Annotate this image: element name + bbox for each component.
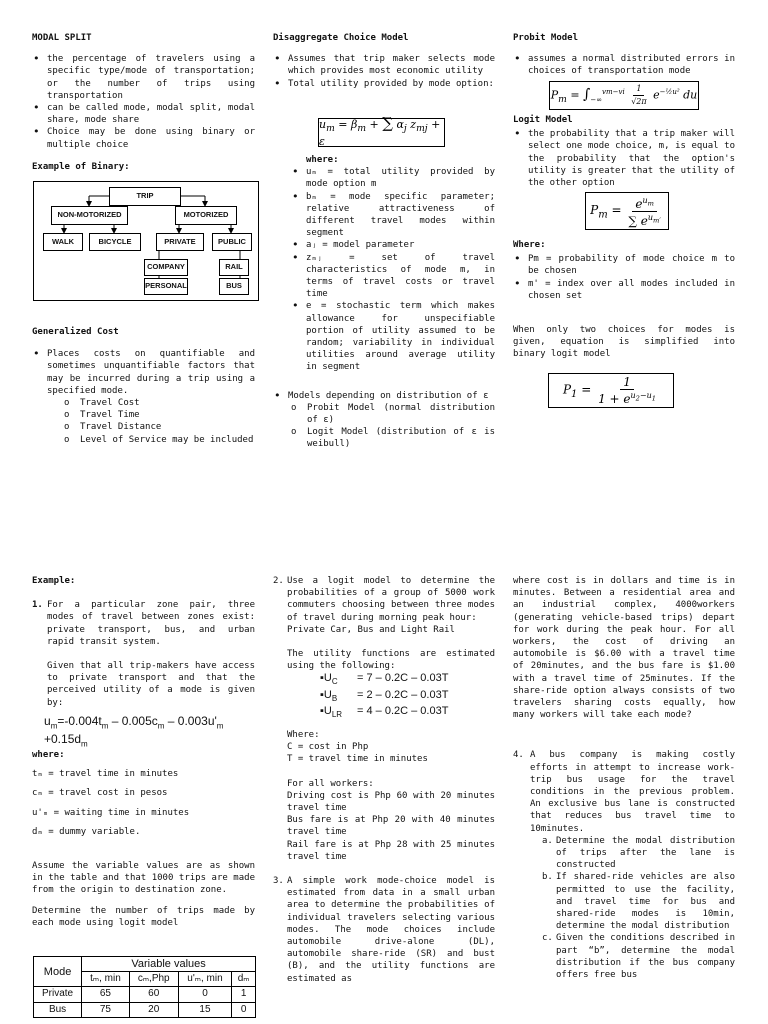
example-4-problem <box>513 749 735 981</box>
definition: tₘ = travel time in minutes <box>32 769 179 780</box>
diagram-box-private: PRIVATE <box>156 233 204 251</box>
disaggregate-choice-section <box>273 32 495 90</box>
table-cell: 0 <box>178 987 232 1002</box>
table-cell: 15 <box>178 1002 232 1017</box>
table-row <box>34 987 256 1002</box>
example-binary-label: Example of Binary: <box>32 161 130 172</box>
for-all-label: For all workers: <box>287 778 374 789</box>
problem-number: 3. <box>273 876 284 887</box>
list-item: • aⱼ = model parameter <box>291 239 495 251</box>
diagram-box-bicycle: BICYCLE <box>89 233 141 251</box>
logit-list <box>513 128 735 189</box>
probit-list <box>513 53 735 77</box>
table-cell: 75 <box>82 1002 130 1017</box>
list-item: o Travel Distance <box>64 421 255 433</box>
example-4-item: b. If shared-ride vehicles are also permitted to use the facility, and travel time for bus and shared-ride modes is 10min, determine the modal distribution <box>542 872 735 932</box>
list-item: • m' = index over all modes included in chosen set <box>513 278 735 302</box>
column-header: Variable values <box>82 957 256 972</box>
diagram-box-company: COMPANY <box>144 259 188 276</box>
problem-text: Use a logit model to determine the probabilities of a group of 5000 work commuters choosing between three modes of travel during morning peak hour: <box>287 576 495 623</box>
problem-text: A bus company is making costly efforts in attempt to increase work-trip bus usage for the travel conditions in the previous problem. An exclusive bus lane is constructed that reduces bus travel time to 10minutes. <box>530 750 735 834</box>
column-header: tₘ, min <box>82 972 130 987</box>
utility-functions <box>287 672 495 721</box>
diagram-box-motorized: MOTORIZED <box>175 206 237 225</box>
table-row <box>34 1002 256 1017</box>
list-item: • Assumes that trip maker selects mode which provides most economic utility <box>273 53 495 77</box>
fact: Rail fare is at Php 28 with 25 minutes travel time <box>287 839 495 862</box>
assumption-text: Assume the variable values are as shown in the table and that 1000 trips are made from the origin to destination zone. <box>32 861 255 896</box>
where-list <box>273 166 495 373</box>
utility-equation: $u_m = \beta_m$ + ∑ $\alpha_j$ $z_{mj} + \varepsilon$ <box>318 118 445 147</box>
models-sublist <box>273 402 495 451</box>
list-item: o Probit Model (normal distribution of ε) <box>291 402 495 426</box>
where-label: where: <box>306 155 339 165</box>
list-item: • Places costs on quantifiable and sometimes unquantifiable factors that may be incurred during a trip using a specified mode. <box>32 348 255 397</box>
list-item: • Pm = probability of mode choice m to be chosen <box>513 253 735 277</box>
binary-logit-note: When only two choices for modes is given, equation is simplified into binary logit model <box>513 325 735 360</box>
example-3-continued <box>513 575 735 981</box>
table-cell: 1 <box>232 987 256 1002</box>
example-1-problem <box>32 599 255 709</box>
list-item: • Choice may be done using binary or multiple choice <box>32 126 255 150</box>
perceived-utility-equation: $u_m=-0.004t_m - 0.005c_m - 0.003u'_m +0.15d_m$ <box>44 714 224 748</box>
diagram-box-non-motorized: NON-MOTORIZED <box>51 206 128 225</box>
definition: cₘ = travel cost in pesos <box>32 788 168 799</box>
utility-function: $▪U_B$ = 2 – 0.2C – 0.03T <box>320 688 449 703</box>
problem-modes: Private Car, Bus and Light Rail <box>287 624 455 635</box>
table-cell: Private <box>34 987 82 1002</box>
example-4-item: c. Given the conditions described in part “b”, determine the modal distribution if the bus company offers free bus <box>542 933 735 981</box>
problem-text: A simple work mode-choice model is estimated from data in a small urban area to determine the probabilities of individual travelers selecting various modes. The mode choices include automobile drive-alone (DL), automobile share-ride (SR) and bust (B), and the utility functions are estimated as <box>287 876 495 984</box>
list-item: o Travel Cost <box>64 397 255 409</box>
variable-values-table-wrap <box>33 956 256 1018</box>
where-label: where: <box>32 750 65 760</box>
utility-function: $▪U_{LR}$ = 4 – 0.2C – 0.03T <box>320 704 449 719</box>
disaggregate-list <box>273 53 495 90</box>
table-cell: 65 <box>82 987 130 1002</box>
utility-function: $▪U_C$ = 7 – 0.2C – 0.03T <box>320 672 449 687</box>
example-1-section <box>32 575 255 709</box>
list-item: • uₘ = total utility provided by mode option m <box>291 166 495 190</box>
generalized-cost-list <box>32 348 255 397</box>
determine-text: Determine the number of trips made by each mode using logit model <box>32 905 255 928</box>
definition: dₘ = dummy variable. <box>32 826 141 837</box>
variable-values-table <box>33 956 256 1018</box>
logit-section <box>513 114 735 189</box>
utility-intro: The utility functions are estimated using the following: <box>287 649 495 672</box>
diagram-box-trip: TRIP <box>109 187 181 206</box>
where-label: Where: <box>513 240 546 250</box>
diagram-box-rail: RAIL <box>219 259 249 276</box>
example-2-problem <box>273 575 495 863</box>
column-header: cₘ,Php <box>129 972 178 987</box>
modal-split-section <box>32 32 255 173</box>
table-cell: 0 <box>232 1002 256 1017</box>
list-item: o Travel Time <box>64 409 255 421</box>
models-list <box>273 390 495 402</box>
modal-split-list <box>32 53 255 151</box>
list-item: • Total utility provided by mode option: <box>273 78 495 90</box>
list-item: • the probability that a trip maker will select one mode choice, m, is equal to the probability that the option's utility is greater that the utility of the other option <box>513 128 735 189</box>
column-header: u'ₘ, min <box>178 972 232 987</box>
fact: Bus fare is at Php 20 with 40 minutes travel time <box>287 815 495 838</box>
probit-equation: $P_m = \int_{-\infty}^{vm-vi}$ $\frac{1}{√2\pi}$ $e^{-\frac{1}{2}u^2}$ du <box>549 81 699 110</box>
table-cell: 60 <box>129 987 178 1002</box>
logit-title: Logit Model <box>513 115 573 125</box>
binary-logit-equation: $P_1$ = $\frac{1}{1 + e^{u_2-u_1}}$ <box>548 373 674 408</box>
column-header: Mode <box>34 957 82 987</box>
generalized-cost-section <box>32 326 255 446</box>
definition: C = cost in Php <box>287 742 369 753</box>
list-item: • e = stochastic term which makes allowance for unspecifiable portion of utility assumed to be random; variability in individual utilities around average utility in segment <box>291 300 495 373</box>
list-item: • assumes a normal distributed errors in choices of transportation mode <box>513 53 735 77</box>
logit-where-list <box>513 253 735 302</box>
list-item: o Logit Model (distribution of ε is weibull) <box>291 426 495 450</box>
diagram-box-public: PUBLIC <box>212 233 252 251</box>
diagram-box-walk: WALK <box>43 233 83 251</box>
generalized-cost-sublist <box>32 397 255 446</box>
column-header: dₘ <box>232 972 256 987</box>
list-item: • can be called mode, modal split, modal share, mode share <box>32 102 255 126</box>
example-1-where <box>32 749 255 929</box>
definition: T = travel time in minutes <box>287 754 428 765</box>
problem-text: where cost is in dollars and time is in minutes. Between a residential area and an industrial complex, 4000workers (generating vehicle-based trips) depart for work during the peak hour. For all workers, the cost of driving an automobile is $6.00 with a travel time of 20minutes, and the bus fare is $1.00 with a travel time of 25minutes. If the share-ride option always consists of two travelers sharing costs equally, how many workers will take each mode? <box>513 576 735 721</box>
probit-title: Probit Model <box>513 33 579 43</box>
diagram-box-bus: BUS <box>219 278 249 295</box>
example-3-problem <box>273 875 495 985</box>
example-2-section <box>273 575 495 985</box>
fact: Driving cost is Php 60 with 20 minutes travel time <box>287 790 495 813</box>
definition: u'ₘ = waiting time in minutes <box>32 807 190 818</box>
diagram-box-personal: PERSONAL <box>144 278 188 295</box>
problem-number: 1. <box>32 600 43 611</box>
modal-split-title: MODAL SPLIT <box>32 33 92 43</box>
disaggregate-title: Disaggregate Choice Model <box>273 33 409 43</box>
logit-where <box>513 239 735 361</box>
list-item: • zₘⱼ = set of travel characteristics of mode m, in terms of travel costs or travel time <box>291 252 495 301</box>
table-cell: 20 <box>129 1002 178 1017</box>
example-4-item: a. Determine the modal distribution of trips after the lane is constructed <box>542 835 735 871</box>
problem-number: 4. <box>513 750 524 761</box>
problem-text: Given that all trip-makers have access to private transport and that the perceived utility of a mode is given by: <box>47 661 255 708</box>
problem-text: For a particular zone pair, three modes of travel between zones exist: private transport, bus, and urban rapid transit system. <box>47 600 255 647</box>
list-item: • the percentage of travelers using a specific type/mode of transportation; or the number of trips using transportation <box>32 53 255 102</box>
list-item: • Models depending on distribution of ε <box>273 390 495 402</box>
list-item: o Level of Service may be included <box>64 434 255 446</box>
list-item: • bₘ = mode specific parameter; relative attractiveness of different travel modes within segment <box>291 191 495 240</box>
example-label: Example: <box>32 576 76 586</box>
disaggregate-where <box>273 154 495 451</box>
logit-equation: $P_m$ = $\frac{e^{u_m}}{\sum e^{u_{m'}}}$ <box>585 192 669 230</box>
generalized-cost-title: Generalized Cost <box>32 327 119 337</box>
probit-section <box>513 32 735 78</box>
binary-choice-diagram <box>33 181 259 301</box>
table-cell: Bus <box>34 1002 82 1017</box>
problem-number: 2. <box>273 576 284 586</box>
where-label: Where: <box>287 729 320 740</box>
